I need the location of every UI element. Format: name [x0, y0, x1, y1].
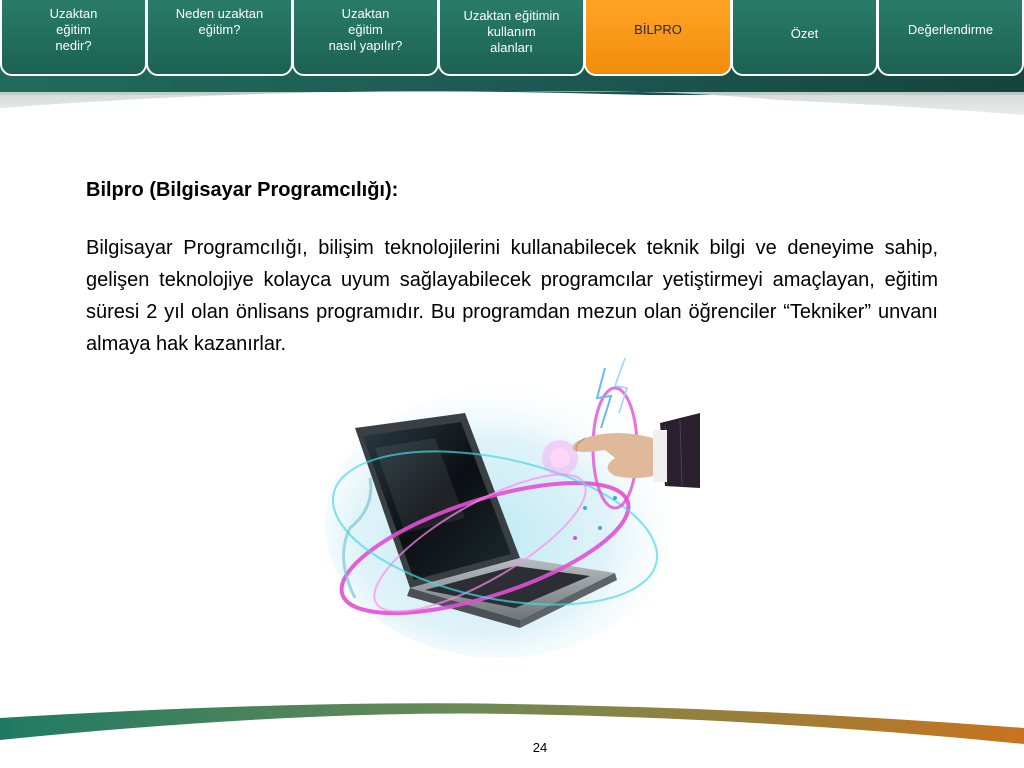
tab-ozet[interactable]: [731, 0, 878, 76]
tab-label: Neden uzaktan eğitim?: [175, 6, 264, 37]
tab-label: Değerlendirme: [907, 22, 994, 37]
tab-label: Özet: [790, 26, 819, 41]
tab-degerlendirme[interactable]: [877, 0, 1024, 76]
tab-label: Uzaktan eğitim nedir?: [49, 6, 98, 53]
footer-band: [0, 700, 1024, 768]
slide-content: [86, 176, 938, 360]
tab-uzaktan-egitim-nedir[interactable]: [0, 0, 147, 76]
tab-label: Uzaktan eğitimin kullanım alanları: [463, 8, 560, 55]
page-number: 24: [532, 740, 548, 755]
slide-body-text: Bilgisayar Programcılığı, bilişim teknolojilerini kullanabilecek teknik bilgi ve deneyime sahip, gelişen teknolojiye kolayca uyum sağlayabilecek programcılar yetiştirmeyi amaçlayan, eğitim süresi 2 yıl olan önlisans programıdır. Bu programdan mezun olan öğrenciler “Tekniker” unvanı almaya hak kazanırlar.: [86, 237, 938, 355]
top-navigation: [0, 0, 1024, 80]
tab-neden-uzaktan-egitim[interactable]: [146, 0, 293, 76]
tab-kullanim-alanlari[interactable]: [438, 0, 585, 76]
tab-label: BİLPRO: [634, 22, 682, 37]
tab-label: Uzaktan eğitim nasıl yapılır?: [328, 6, 403, 53]
tab-bilpro[interactable]: [584, 0, 732, 76]
slide-heading: Bilpro (Bilgisayar Programcılığı):: [86, 179, 399, 201]
tab-uzaktan-egitim-nasil-yapilir[interactable]: [292, 0, 439, 76]
laptop-touch-illustration: [315, 358, 700, 660]
